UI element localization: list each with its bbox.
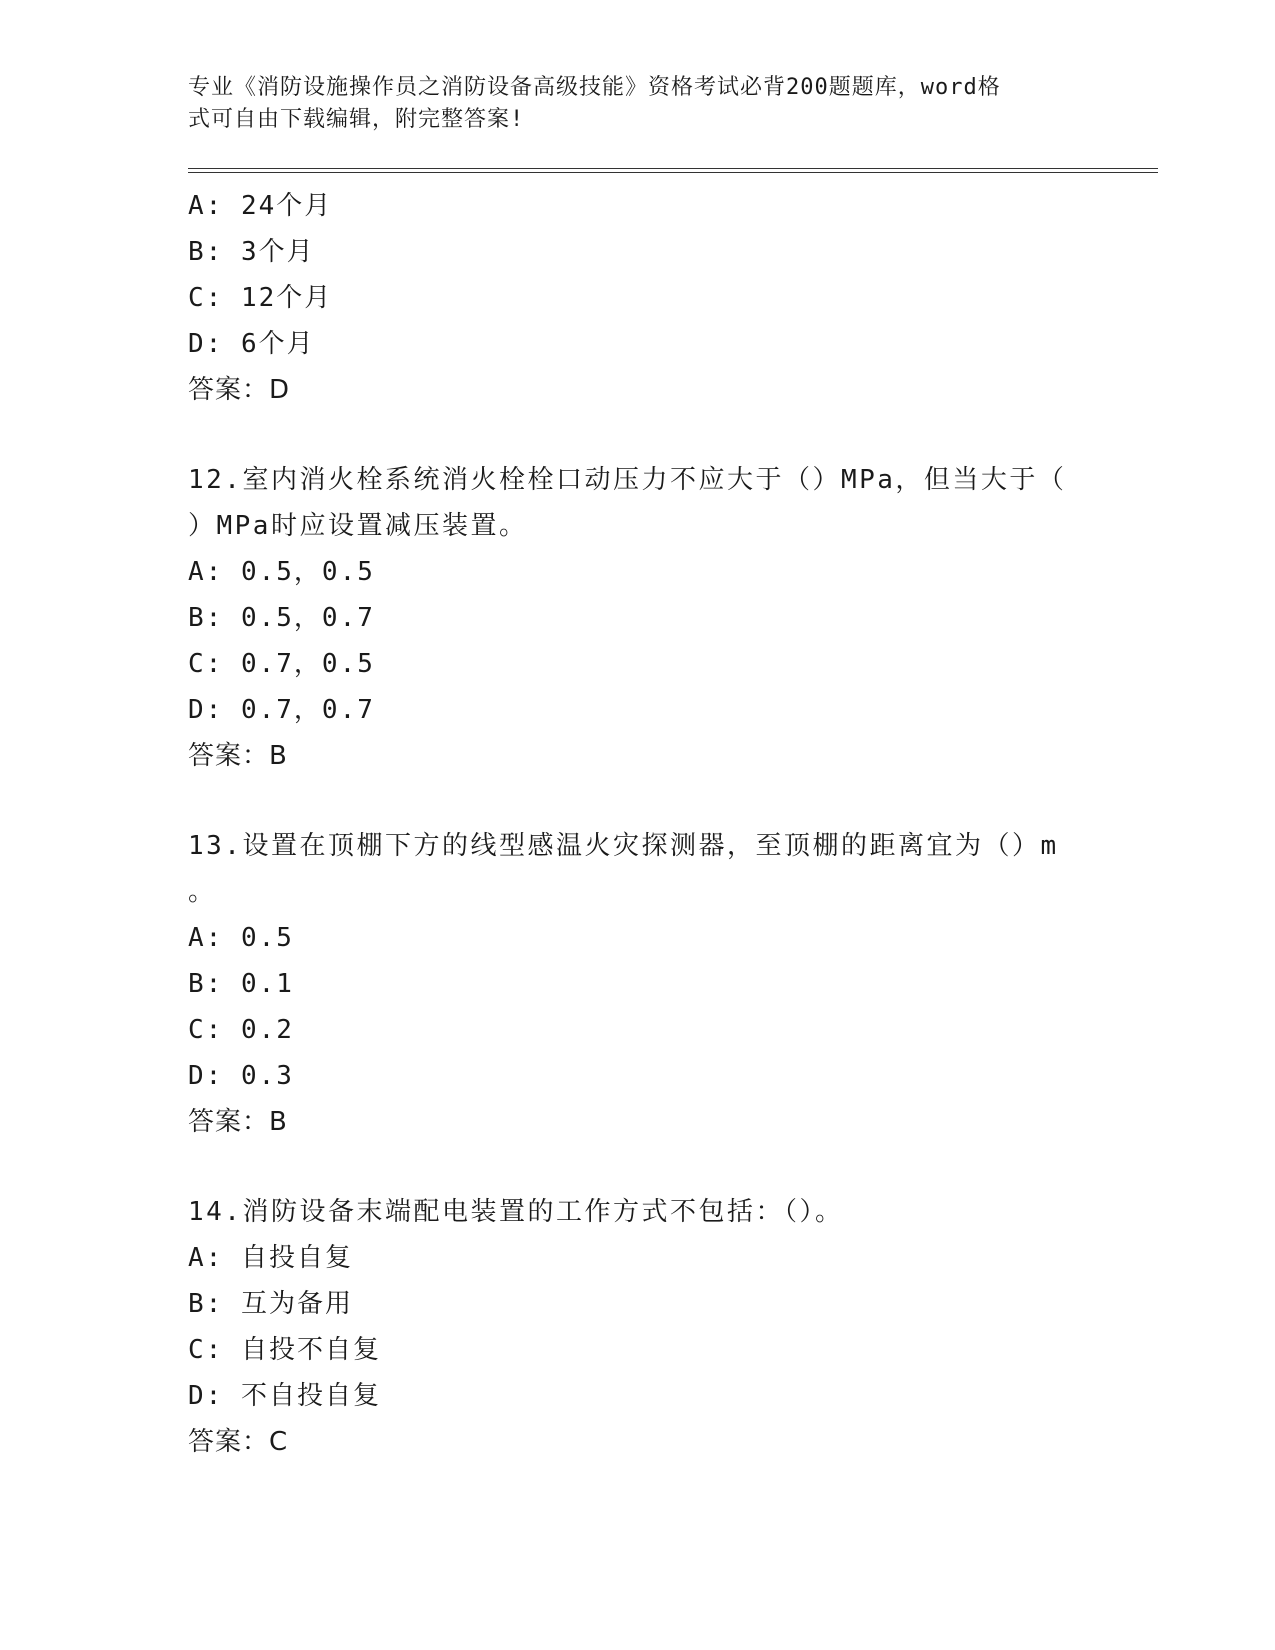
- question-13: [188, 823, 1158, 1145]
- divider-line-bottom: [188, 172, 1158, 173]
- option-c: C: 0.2: [188, 1015, 294, 1045]
- header-line-1: 专业《消防设施操作员之消防设备高级技能》资格考试必背200题题库，word格: [188, 75, 1001, 100]
- question-14: [188, 1189, 1158, 1465]
- option-a: A: 0.5，0.5: [188, 557, 375, 587]
- option-c: C: 0.7，0.5: [188, 649, 375, 679]
- divider-line-top: [188, 168, 1158, 169]
- stem-line-2: ）MPa时应设置减压装置。: [188, 511, 528, 541]
- stem-line-1: 13.设置在顶棚下方的线型感温火灾探测器，至顶棚的距离宜为（）m: [188, 831, 1059, 861]
- question-stem: [188, 1189, 1068, 1235]
- option-b: B: 0.5，0.7: [188, 603, 375, 633]
- option-b: B: 互为备用: [188, 1289, 353, 1319]
- question-12: [188, 457, 1158, 779]
- document-header: [188, 72, 1088, 136]
- answer-line: 答案：C: [188, 1427, 289, 1457]
- header-divider: [188, 168, 1158, 173]
- option-d: D: 0.3: [188, 1061, 294, 1091]
- question-11: [188, 183, 1158, 413]
- question-stem: [188, 457, 1068, 549]
- stem-line-1: 12.室内消火栓系统消火栓栓口动压力不应大于（）MPa，但当大于（: [188, 465, 1067, 495]
- option-a: A: 自投自复: [188, 1243, 353, 1273]
- header-line-2: 式可自由下载编辑，附完整答案!: [188, 107, 525, 132]
- stem-line-2: 。: [188, 877, 217, 907]
- option-c: C: 12个月: [188, 283, 333, 313]
- answer-line: 答案：B: [188, 741, 288, 771]
- option-a: A: 0.5: [188, 923, 294, 953]
- stem-line-1: 14.消防设备末端配电装置的工作方式不包括：（）。: [188, 1197, 844, 1227]
- question-stem: [188, 823, 1068, 915]
- option-d: D: 0.7，0.7: [188, 695, 375, 725]
- answer-line: 答案：B: [188, 1107, 288, 1137]
- option-b: B: 3个月: [188, 237, 315, 267]
- option-d: D: 6个月: [188, 329, 315, 359]
- option-d: D: 不自投自复: [188, 1381, 381, 1411]
- answer-line: 答案：D: [188, 375, 291, 405]
- document-page: [188, 72, 1158, 1465]
- option-c: C: 自投不自复: [188, 1335, 381, 1365]
- option-a: A: 24个月: [188, 191, 333, 221]
- option-b: B: 0.1: [188, 969, 294, 999]
